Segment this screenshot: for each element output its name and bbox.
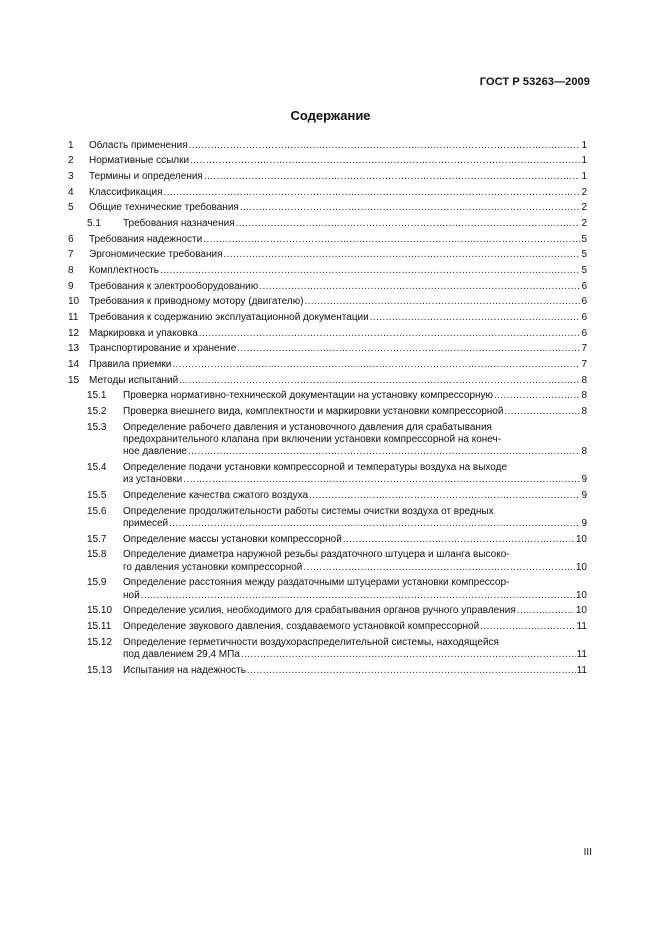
toc-entry[interactable] — [68, 216, 597, 232]
toc-entry-text-line: Определение герметичности воздухораспределительной системы, находящейся — [123, 636, 499, 648]
toc-entry-text-line: предохранительного клапана при включении установки компрессорной на конеч- — [123, 434, 502, 446]
toc-entry[interactable] — [68, 310, 597, 326]
toc-entry-title: Маркировка и упаковка — [89, 327, 198, 339]
toc-entry-text-line: Определение расстояния между раздаточными штуцерами установки компрессор- — [123, 577, 510, 589]
toc-entry-title: Определение звукового давления, создаваемого установкой компрессорной — [123, 620, 480, 632]
toc-entry-title: Эргономические требования — [89, 249, 223, 261]
dot-leader — [203, 234, 580, 246]
toc-entry-page: 7 — [581, 359, 587, 371]
toc-entry-title: го давления установки компрессорной — [123, 561, 303, 573]
dot-leader — [494, 390, 580, 402]
toc-entry-page: 8 — [581, 446, 587, 458]
dot-leader — [237, 343, 580, 355]
toc-entry[interactable] — [68, 295, 597, 311]
toc-entry-page: 2 — [581, 186, 587, 198]
toc-entry[interactable] — [68, 326, 597, 342]
page-number: III — [583, 847, 592, 858]
toc-entry-title: Проверка нормативно-технической документации на установку компрессорную — [123, 390, 494, 402]
toc-entry-page: 11 — [576, 664, 587, 676]
dot-leader — [189, 140, 581, 152]
document-header: ГОСТ Р 53263—2009 — [479, 76, 590, 88]
toc-entry-number: 10 — [68, 296, 80, 308]
toc-entry-title: Определение усилия, необходимого для срабатывания органов ручного управления — [123, 605, 516, 617]
toc-entry-number: 15.8 — [87, 549, 107, 561]
toc-entry-title: Термины и определения — [89, 171, 203, 183]
toc-entry-page: 8 — [581, 390, 587, 402]
toc-entry[interactable] — [68, 404, 597, 420]
dot-leader — [172, 359, 580, 371]
toc-entry-text-line: Определение подачи установки компрессорной и температуры воздуха на выходе — [123, 462, 508, 474]
toc-entry-number: 7 — [68, 249, 74, 261]
dot-leader — [370, 312, 581, 324]
toc-entry-number: 15.2 — [87, 406, 107, 418]
toc-entry-title: Методы испытаний — [89, 374, 179, 386]
toc-entry-page: 1 — [581, 139, 587, 151]
toc-entry-number: 12 — [68, 327, 80, 339]
dot-leader — [160, 265, 580, 277]
toc-entry-number: 15.9 — [87, 577, 107, 589]
toc-entry-page: 5 — [581, 233, 587, 245]
dot-leader — [259, 281, 580, 293]
toc-entry-number: 15.1 — [87, 390, 107, 402]
toc-entry-number: 11 — [68, 312, 79, 324]
dot-leader — [241, 649, 576, 661]
toc-entry-page: 11 — [576, 620, 587, 632]
toc-entry-number: 14 — [68, 359, 80, 371]
toc-entry-page: 10 — [575, 561, 587, 573]
toc-entry-number: 13 — [68, 343, 80, 355]
toc-entry-page: 5 — [581, 265, 587, 277]
toc-entry-number: 15 — [68, 374, 80, 386]
toc-entry[interactable] — [68, 532, 597, 548]
toc-entry[interactable] — [68, 373, 597, 389]
toc-entry-page: 2 — [581, 202, 587, 214]
dot-leader — [343, 534, 575, 546]
toc-entry-page: 6 — [581, 280, 587, 292]
dot-leader — [236, 218, 581, 230]
toc-entry-title: Определение качества сжатого воздуха — [123, 490, 309, 502]
toc-entry-page: 6 — [581, 296, 587, 308]
toc-entry-page: 11 — [576, 648, 587, 660]
toc-entry-number: 15.7 — [87, 533, 107, 545]
dot-leader — [240, 202, 581, 214]
toc-entry-page: 7 — [581, 343, 587, 355]
toc-entry-number: 5 — [68, 202, 74, 214]
toc-entry-number: 15.10 — [87, 605, 113, 617]
toc-entry[interactable] — [68, 342, 597, 358]
toc-entry-title: Требования назначения — [123, 218, 235, 230]
dot-leader — [169, 518, 580, 530]
toc-entry-title: ное давление — [123, 446, 187, 458]
toc-entry[interactable] — [68, 604, 597, 620]
toc-entry[interactable] — [68, 420, 597, 460]
toc-entry-page: 6 — [581, 327, 587, 339]
toc-entry-title: Требования к приводному мотору (двигателю) — [89, 296, 304, 308]
toc-entry-page: 1 — [581, 171, 587, 183]
dot-leader — [164, 187, 581, 199]
dot-leader — [517, 605, 575, 617]
toc-entry-title: Транспортирование и хранение — [89, 343, 237, 355]
toc-entry[interactable] — [68, 263, 597, 279]
dot-leader — [309, 490, 580, 502]
dot-leader — [224, 249, 581, 261]
toc-entry-title: из установки — [123, 474, 183, 486]
toc-entry[interactable] — [68, 504, 597, 532]
dot-leader — [190, 155, 580, 167]
toc-entry-title: Определение массы установки компрессорной — [123, 533, 342, 545]
toc-entry-number: 15.3 — [87, 421, 107, 433]
toc-entry[interactable] — [68, 389, 597, 405]
dot-leader — [183, 474, 580, 486]
toc-entry[interactable] — [68, 138, 597, 154]
toc-entry[interactable] — [68, 201, 597, 217]
toc-entry-title: примесей — [123, 517, 169, 529]
toc-entry-title: Общие технические требования — [89, 202, 239, 214]
toc-entry-number: 15.12 — [87, 636, 113, 648]
toc-entry-number: 15.4 — [87, 462, 107, 474]
toc-entry-title: под давлением 29,4 МПа — [123, 648, 240, 660]
toc-entry[interactable] — [68, 185, 597, 201]
toc-entry-number: 15.13 — [87, 664, 113, 676]
toc-entry-number: 15.5 — [87, 490, 107, 502]
toc-entry-title: Правила приемки — [89, 359, 172, 371]
table-of-contents — [68, 138, 597, 679]
dot-leader — [199, 328, 581, 340]
toc-entry[interactable] — [68, 154, 597, 170]
toc-entry[interactable] — [68, 635, 597, 663]
dot-leader — [188, 446, 580, 458]
toc-entry[interactable] — [68, 460, 597, 488]
toc-entry-page: 9 — [581, 490, 587, 502]
toc-entry[interactable] — [68, 248, 597, 264]
toc-entry-page: 10 — [575, 605, 587, 617]
toc-entry-number: 4 — [68, 186, 74, 198]
toc-entry[interactable] — [68, 357, 597, 373]
toc-entry-number: 3 — [68, 171, 74, 183]
toc-entry[interactable] — [68, 663, 597, 679]
toc-entry-number: 6 — [68, 233, 74, 245]
dot-leader — [247, 665, 576, 677]
toc-entry-number: 15.6 — [87, 505, 107, 517]
toc-entry-number: 5.1 — [87, 218, 101, 230]
toc-entry-text-line: Определение продолжительности работы системы очистки воздуха от вредных — [123, 505, 494, 517]
toc-entry-page: 9 — [581, 474, 587, 486]
toc-entry-number: 1 — [68, 139, 74, 151]
dot-leader — [204, 171, 581, 183]
page-title: Содержание — [290, 108, 371, 123]
toc-entry-page: 6 — [581, 312, 587, 324]
toc-entry-title: Область применения — [89, 139, 188, 151]
toc-entry[interactable] — [68, 488, 597, 504]
dot-leader — [480, 621, 575, 633]
toc-entry[interactable] — [68, 548, 597, 576]
toc-entry[interactable] — [68, 279, 597, 295]
toc-entry-title: Нормативные ссылки — [89, 155, 190, 167]
toc-entry-title: ной — [123, 589, 140, 601]
toc-entry-page: 9 — [581, 517, 587, 529]
dot-leader — [504, 406, 580, 418]
toc-entry[interactable] — [68, 576, 597, 604]
toc-entry-title: Проверка внешнего вида, комплектности и маркировки установки компрессорной — [123, 406, 504, 418]
toc-entry-page: 10 — [575, 533, 587, 545]
toc-entry-page: 8 — [581, 406, 587, 418]
toc-entry[interactable] — [68, 232, 597, 248]
dot-leader — [141, 590, 575, 602]
toc-entry-number: 2 — [68, 155, 74, 167]
dot-leader — [305, 296, 581, 308]
toc-entry-text-line: Определение диаметра наружной резьбы раздаточного штуцера и шланга высоко- — [123, 549, 510, 561]
toc-entry[interactable] — [68, 619, 597, 635]
toc-entry-title: Требования надежности — [89, 233, 203, 245]
dot-leader — [179, 375, 580, 387]
toc-entry-text-line: Определение рабочего давления и установочного давления для срабатывания — [123, 421, 492, 433]
toc-entry-title: Классификация — [89, 186, 163, 198]
toc-entry-title: Испытания на надежность — [123, 664, 246, 676]
toc-entry-title: Требования к электрооборудованию — [89, 280, 259, 292]
toc-entry-number: 9 — [68, 280, 74, 292]
toc-entry-page: 5 — [581, 249, 587, 261]
toc-entry[interactable] — [68, 169, 597, 185]
toc-entry-page: 10 — [575, 589, 587, 601]
toc-entry-number: 8 — [68, 265, 74, 277]
toc-entry-page: 1 — [581, 155, 587, 167]
toc-entry-page: 2 — [581, 218, 587, 230]
toc-entry-page: 8 — [581, 374, 587, 386]
toc-entry-title: Требования к содержанию эксплуатационной документации — [89, 312, 369, 324]
dot-leader — [303, 562, 575, 574]
toc-entry-number: 15.11 — [87, 620, 112, 632]
toc-entry-title: Комплектность — [89, 265, 160, 277]
